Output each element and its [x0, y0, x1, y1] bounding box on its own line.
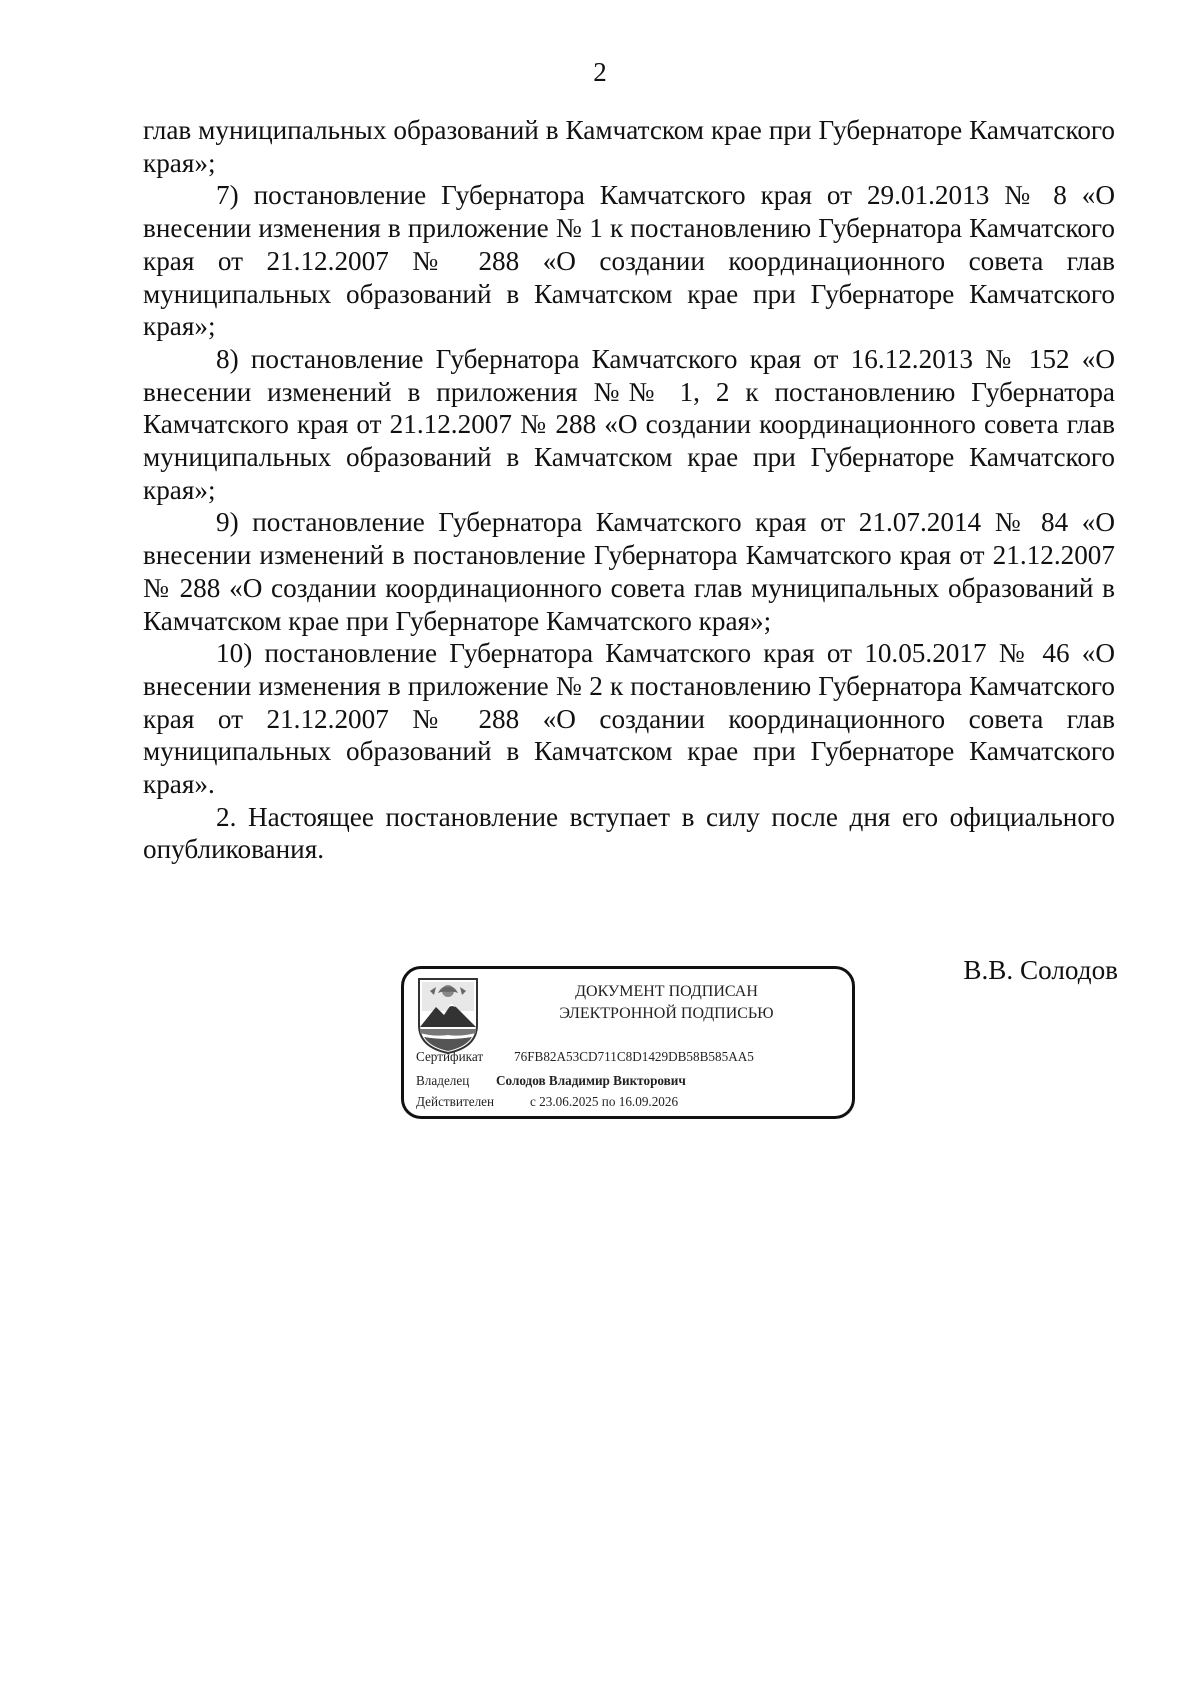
- paragraph-item-9: 9) постановление Губернатора Камчатского края от 21.07.2014 № 84 «О внесении изменений в постановление Губернатора Камчатского края от 21.12.2007 № 288 «О создании координационного совета глав муниципальных образований в Камчатском крае при Губернаторе Камчатского края»;: [143, 507, 1115, 636]
- stamp-title: [504, 981, 829, 1025]
- paragraph-entry-into-force: 2. Настоящее постановление вступает в силу после дня его официального опубликования.: [143, 801, 1115, 865]
- electronic-signature-stamp: [401, 966, 855, 1119]
- stamp-title-line-2: ЭЛЕКТРОННОЙ ПОДПИСЬЮ: [559, 1005, 774, 1022]
- validity-label: Действителен: [416, 1094, 495, 1109]
- owner-row: [416, 1072, 686, 1090]
- page-number: 2: [593, 57, 607, 87]
- stamp-title-line-1: ДОКУМЕНТ ПОДПИСАН: [575, 983, 758, 1000]
- paragraph-item-10: 10) постановление Губернатора Камчатского края от 10.05.2017 № 46 «О внесении изменения в приложение № 2 к постановлению Губернатора Камчатского края от 21.12.2007 № 288 «О создании координационного совета глав муниципальных образований в Камчатском крае при Губернаторе Камчатского края».: [143, 638, 1115, 800]
- owner-label: Владелец: [416, 1073, 470, 1088]
- certificate-value: 76FB82A53CD711C8D1429DB58B585AA5: [514, 1049, 754, 1064]
- validity-row: [416, 1093, 679, 1111]
- certificate-label: Сертификат: [416, 1049, 484, 1064]
- signer-name: В.В. Солодов: [963, 955, 1118, 985]
- kamchatka-coat-of-arms-icon: [416, 977, 480, 1055]
- owner-value: Солодов Владимир Викторович: [496, 1073, 686, 1088]
- paragraph-continuation: глав муниципальных образований в Камчатском крае при Губернаторе Камчатского края»;: [143, 115, 1115, 178]
- paragraph-item-7: 7) постановление Губернатора Камчатского края от 29.01.2013 № 8 «О внесении изменения в приложение № 1 к постановлению Губернатора Камчатского края от 21.12.2007 № 288 «О создании координационного совета глав муниципальных образований в Камчатском крае при Губернаторе Камчатского края»;: [143, 180, 1115, 342]
- validity-value: с 23.06.2025 по 16.09.2026: [530, 1094, 679, 1109]
- certificate-row: [416, 1048, 754, 1066]
- paragraph-item-8: 8) постановление Губернатора Камчатского края от 16.12.2013 № 152 «О внесении изменений в приложения №№ 1, 2 к постановлению Губернатора Камчатского края от 21.12.2007 № 288 «О создании координационного совета глав муниципальных образований в Камчатском крае при Губернаторе Камчатского края»;: [143, 343, 1115, 505]
- document-body: [143, 114, 1115, 866]
